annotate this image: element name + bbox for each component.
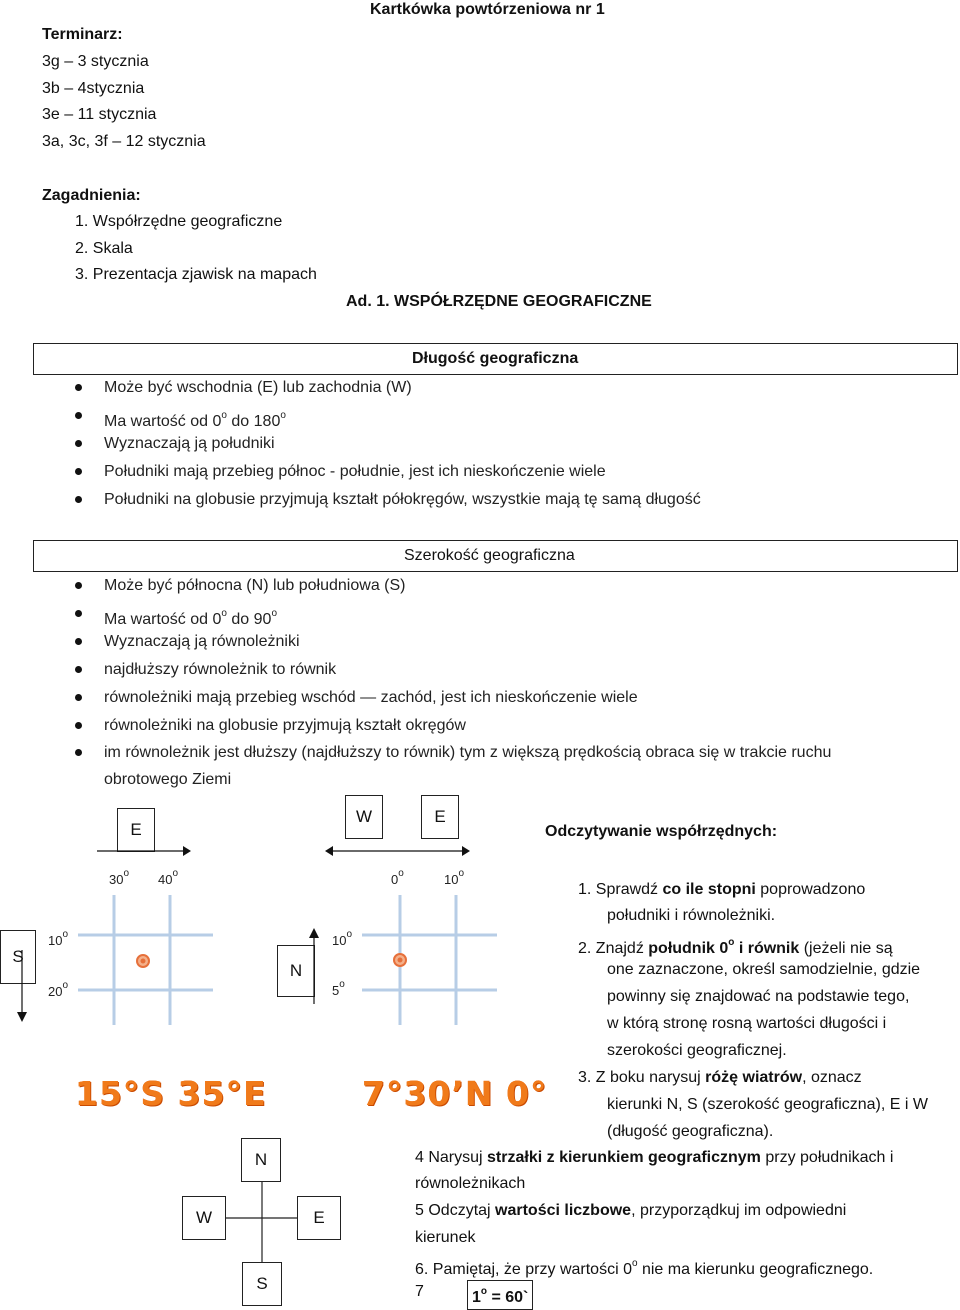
longitude-heading-box — [33, 343, 958, 375]
grid-diagram-1 — [78, 895, 218, 1030]
instruction-3: 3. Z boku narysuj różę wiatrów, oznacz — [578, 1069, 862, 1086]
arrow-right-icon — [95, 840, 195, 860]
instruction-2-cont: szerokości geograficznej. — [607, 1042, 787, 1059]
compass-cross-icon — [226, 1182, 298, 1262]
compass-box-s: S — [242, 1262, 282, 1306]
latitude-bullet: równoleżniki mają przebieg wschód — zachód, jest ich nieskończenie wiele — [104, 689, 638, 706]
topic-item: 3. Prezentacja zjawisk na mapach — [75, 266, 317, 283]
direction-box-s: S — [0, 930, 36, 984]
instruction-2-cont: powinny się znajdować na podstawie tego, — [607, 988, 910, 1005]
instruction-7-number: 7 — [415, 1283, 424, 1300]
arrow-left-right-icon — [325, 840, 470, 860]
direction-box-n: N — [277, 945, 315, 997]
arrow-down-icon — [14, 950, 30, 1025]
latitude-bullet: Może być północna (N) lub południowa (S) — [104, 577, 406, 594]
arrow-up-icon — [306, 928, 322, 1008]
instruction-6: 6. Pamiętaj, że przy wartości 0$^o$ nie ma kierunku geograficznego. — [415, 1258, 874, 1278]
date-item: 3a, 3c, 3f – 12 stycznia — [42, 133, 206, 150]
page-title: Kartkówka powtórzeniowa nr 1 — [370, 1, 605, 18]
longitude-bullet: Wyznaczają ją południki — [104, 435, 275, 452]
grid-diagram-2 — [362, 895, 502, 1030]
date-item: 3e – 11 stycznia — [42, 106, 157, 123]
bullet-dot — [75, 666, 82, 673]
latitude-heading-box — [33, 540, 958, 572]
instruction-3-cont: kierunki N, S (szerokość geograficzna), E i W — [607, 1096, 928, 1113]
instruction-2-cont: one zaznaczone, określ samodzielnie, gdzie — [607, 961, 921, 978]
instruction-5: 5 Odczytaj wartości liczbowe, przyporządkuj im odpowiedni — [415, 1202, 847, 1219]
instructions-heading: Odczytywanie współrzędnych: — [545, 823, 778, 840]
latitude-bullet: równoleżniki na globusie przyjmują kształt okręgów — [104, 717, 466, 734]
topic-item: 2. Skala — [75, 240, 133, 257]
instruction-1-cont: południki i równoleżniki. — [607, 907, 776, 924]
section-title: Ad. 1. WSPÓŁRZĘDNE GEOGRAFICZNE — [346, 293, 652, 310]
tick-label: 10$^o$ — [332, 929, 353, 948]
compass-box-w: W — [182, 1196, 226, 1240]
bullet-dot — [75, 496, 82, 503]
tick-label: 5$^o$ — [332, 979, 345, 998]
tick-label: 10$^o$ — [444, 868, 465, 887]
instruction-2-cont: w którą stronę rosną wartości długości i — [607, 1015, 887, 1032]
bullet-dot — [75, 582, 82, 589]
bullet-dot — [75, 412, 82, 419]
tick-label: 0$^o$ — [391, 868, 404, 887]
coordinate-result-1: 15°S 35°E — [75, 1074, 267, 1113]
direction-box-e: E — [421, 795, 459, 839]
instruction-5-cont: kierunek — [415, 1229, 476, 1246]
coordinate-result-2: 7°30’N 0° — [362, 1074, 548, 1113]
tick-label: 10$^o$ — [48, 929, 69, 948]
longitude-bullet: Może być wschodnia (E) lub zachodnia (W) — [104, 379, 412, 396]
direction-box-w: W — [345, 795, 383, 839]
latitude-bullet: im równoleżnik jest dłuższy (najdłuższy to równik) tym z większą prędkością obraca się w trakcie ruchu — [104, 744, 832, 761]
bullet-dot — [75, 638, 82, 645]
bullet-dot — [75, 610, 82, 617]
direction-box-e: E — [117, 808, 155, 852]
compass-box-e: E — [297, 1196, 341, 1240]
tick-label: 30$^o$ — [109, 868, 130, 887]
instruction-3-cont: (długość geograficzna). — [607, 1123, 774, 1140]
longitude-bullet-range: Ma wartość od 0$^o$ do 180$^o$ — [104, 410, 286, 430]
date-item: 3g – 3 stycznia — [42, 53, 149, 70]
bullet-dot — [75, 468, 82, 475]
longitude-heading: Długość geograficzna — [412, 350, 579, 367]
instruction-4-cont: równoleżnikach — [415, 1175, 526, 1192]
terminarz-label: Terminarz: — [42, 26, 123, 43]
latitude-bullet: Wyznaczają ją równoleżniki — [104, 633, 300, 650]
instruction-1: 1. Sprawdź co ile stopni poprowadzono — [578, 881, 866, 898]
instruction-2: 2. Znajdź południk 0$^o$ i równik (jeżeli nie są — [578, 937, 893, 957]
latitude-bullet-range: Ma wartość od 0$^o$ do 90$^o$ — [104, 608, 277, 628]
topic-item: 1. Współrzędne geograficzne — [75, 213, 283, 230]
degree-minutes-box: $1^o$ = 60` — [467, 1280, 533, 1310]
date-item: 3b – 4stycznia — [42, 80, 145, 97]
longitude-bullet: Południki na globusie przyjmują kształt półokręgów, wszystkie mają tę samą długość — [104, 491, 701, 508]
longitude-bullet: Południki mają przebieg północ - południe, jest ich nieskończenie wiele — [104, 463, 606, 480]
tick-label: 20$^o$ — [48, 980, 69, 999]
zagadnienia-label: Zagadnienia: — [42, 187, 141, 204]
latitude-heading: Szerokość geograficzna — [404, 547, 575, 564]
tick-label: 40$^o$ — [158, 868, 179, 887]
latitude-bullet-cont: obrotowego Ziemi — [104, 771, 232, 788]
compass-box-n: N — [241, 1138, 281, 1182]
bullet-dot — [75, 722, 82, 729]
bullet-dot — [75, 749, 82, 756]
latitude-bullet: najdłuższy równoleżnik to równik — [104, 661, 337, 678]
bullet-dot — [75, 384, 82, 391]
bullet-dot — [75, 694, 82, 701]
instruction-4: 4 Narysuj strzałki z kierunkiem geograficznym przy południkach i — [415, 1149, 894, 1166]
bullet-dot — [75, 440, 82, 447]
